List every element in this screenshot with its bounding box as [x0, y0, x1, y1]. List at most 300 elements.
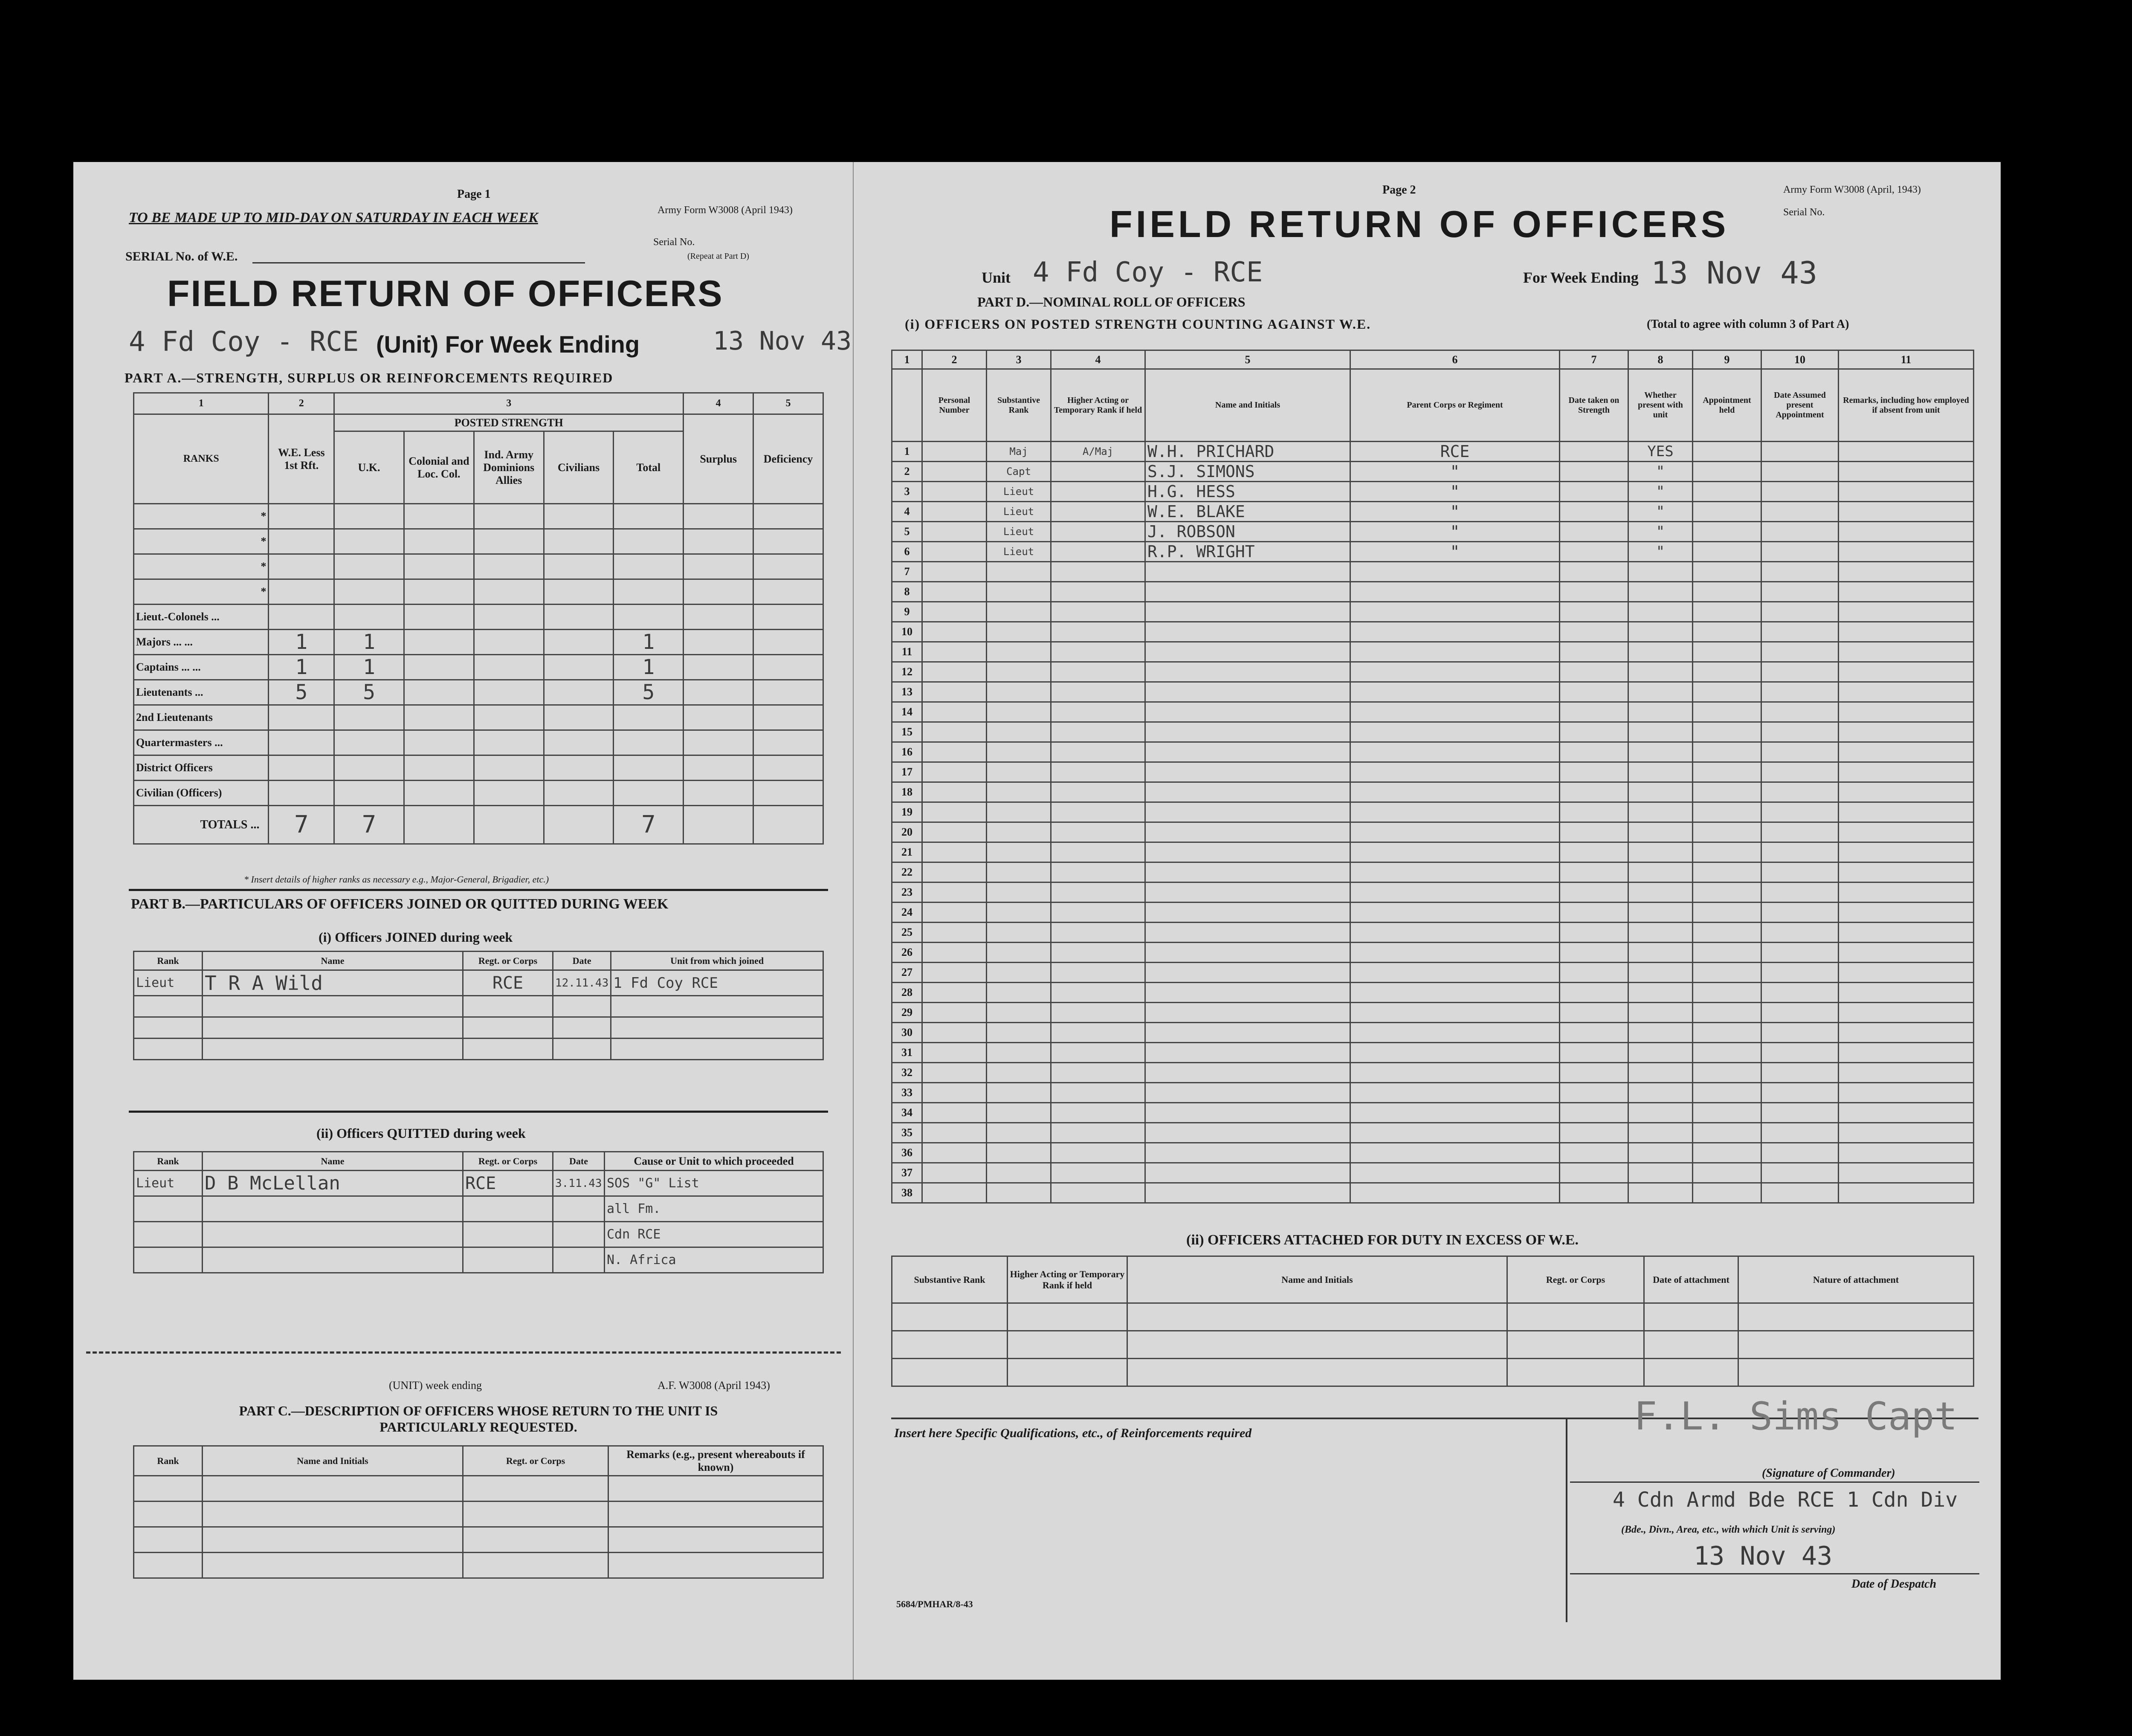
substantive-rank: [987, 1123, 1051, 1143]
attached-col-header: Nature of attachment: [1738, 1256, 1974, 1303]
officer-name: W.H. PRICHARD: [1145, 442, 1350, 462]
week-handwritten: 13 Nov 43: [1651, 255, 1818, 291]
table-row: [892, 662, 1974, 682]
officer-name: [1145, 943, 1350, 963]
rank-row: [134, 705, 823, 730]
table-row: [892, 782, 1974, 802]
parent-corps: [1350, 582, 1560, 602]
col-number: 11: [1839, 350, 1974, 369]
row-number: 9: [892, 602, 922, 622]
totals-total: 7: [614, 806, 684, 844]
higher-rank: [1051, 642, 1145, 662]
table-row: [892, 923, 1974, 943]
col-number: 10: [1761, 350, 1839, 369]
substantive-rank: [987, 562, 1051, 582]
formation-label: (Bde., Divn., Area, etc., with which Unit is serving): [1621, 1524, 1836, 1535]
substantive-rank: [987, 862, 1051, 882]
joined-name: T R A Wild: [203, 970, 463, 996]
present-with-unit: [1628, 662, 1693, 682]
parent-corps: [1350, 822, 1560, 842]
rank-row: [134, 554, 823, 579]
form-number: Army Form W3008 (April, 1943): [1783, 184, 1921, 195]
higher-rank: [1051, 1183, 1145, 1203]
rank-label: 2nd Lieutenants: [134, 705, 269, 730]
row-number: 6: [892, 542, 922, 562]
rank-we: [269, 504, 334, 529]
row-number: 17: [892, 762, 922, 782]
col-number: 5: [1145, 350, 1350, 369]
higher-rank: [1051, 822, 1145, 842]
part-c-table: [133, 1445, 824, 1579]
officer-name: [1145, 1123, 1350, 1143]
table-row: [134, 1222, 823, 1247]
substantive-rank: [987, 1063, 1051, 1083]
part-c-name-header: Name and Initials: [203, 1446, 463, 1476]
present-with-unit: [1628, 1003, 1693, 1023]
section-i-title: (i) OFFICERS ON POSTED STRENGTH COUNTING AGAINST W.E.: [905, 316, 1371, 332]
joined-corps: RCE: [463, 970, 553, 996]
row-number: 7: [892, 562, 922, 582]
joined-unit-header: Unit from which joined: [611, 952, 823, 970]
officer-name: [1145, 1163, 1350, 1183]
officer-name: [1145, 602, 1350, 622]
page-number: Page 1: [457, 188, 491, 201]
officer-name: [1145, 1183, 1350, 1203]
attached-col-header: Name and Initials: [1127, 1256, 1507, 1303]
rank-label: Quartermasters ...: [134, 730, 269, 755]
rank-we: 1: [269, 630, 334, 655]
substantive-rank: [987, 1043, 1051, 1063]
substantive-rank: [987, 722, 1051, 742]
parent-corps: [1350, 862, 1560, 882]
present-with-unit: [1628, 923, 1693, 943]
parent-corps: [1350, 1143, 1560, 1163]
rank-row: [134, 680, 823, 705]
substantive-rank: [987, 1083, 1051, 1103]
roll-col-header: Personal Number: [922, 369, 987, 442]
parent-corps: [1350, 923, 1560, 943]
col-number: 4: [684, 393, 753, 414]
rank-row: [134, 730, 823, 755]
parent-corps: [1350, 1083, 1560, 1103]
row-number: 14: [892, 702, 922, 722]
row-number: 29: [892, 1003, 922, 1023]
page-number: Page 2: [1382, 183, 1416, 197]
parent-corps: ": [1350, 482, 1560, 502]
table-row: [892, 822, 1974, 842]
substantive-rank: [987, 1003, 1051, 1023]
we-header: W.E. Less 1st Rft.: [269, 414, 334, 504]
quitted-cause: Cdn RCE: [605, 1222, 823, 1247]
parent-corps: [1350, 742, 1560, 762]
higher-rank: [1051, 562, 1145, 582]
parent-corps: [1350, 762, 1560, 782]
rank-row: [134, 655, 823, 680]
officer-name: [1145, 762, 1350, 782]
table-row: [892, 442, 1974, 462]
quitted-rank: [134, 1247, 203, 1273]
quitted-name: [203, 1222, 463, 1247]
table-row: [134, 970, 823, 996]
instruction: TO BE MADE UP TO MID-DAY ON SATURDAY IN EACH WEEK: [129, 210, 538, 226]
substantive-rank: [987, 983, 1051, 1003]
table-row: [892, 682, 1974, 702]
quitted-cause: all Fm.: [605, 1196, 823, 1222]
quitted-rank-header: Rank: [134, 1152, 203, 1171]
officer-name: [1145, 882, 1350, 903]
higher-rank: [1051, 963, 1145, 983]
row-number: 31: [892, 1043, 922, 1063]
rank-total: 1: [614, 630, 684, 655]
rank-we: [269, 781, 334, 806]
officer-name: [1145, 963, 1350, 983]
row-number: 28: [892, 983, 922, 1003]
rank-we: [269, 605, 334, 630]
present-with-unit: ": [1628, 522, 1693, 542]
parent-corps: ": [1350, 542, 1560, 562]
table-row: [892, 1123, 1974, 1143]
parent-corps: [1350, 963, 1560, 983]
officer-name: [1145, 903, 1350, 923]
present-with-unit: [1628, 943, 1693, 963]
substantive-rank: [987, 1183, 1051, 1203]
rank-uk: 1: [334, 630, 404, 655]
present-with-unit: [1628, 903, 1693, 923]
joined-date: 12.11.43: [553, 970, 611, 996]
signature-handwritten: F.L. Sims Capt: [1634, 1394, 1958, 1439]
joined-rank: Lieut: [134, 970, 203, 996]
parent-corps: [1350, 622, 1560, 642]
total-header: Total: [614, 431, 684, 504]
higher-rank: [1051, 582, 1145, 602]
row-number: 8: [892, 582, 922, 602]
higher-rank: [1051, 1083, 1145, 1103]
rank-label: Civilian (Officers): [134, 781, 269, 806]
rank-label: *: [134, 529, 269, 554]
posted-strength-header: POSTED STRENGTH: [334, 414, 684, 431]
attached-table: [891, 1256, 1974, 1387]
rank-label: *: [134, 554, 269, 579]
row-number: 5: [892, 522, 922, 542]
table-row: [892, 462, 1974, 482]
present-with-unit: [1628, 582, 1693, 602]
parent-corps: [1350, 903, 1560, 923]
week-handwritten: 13 Nov 43: [713, 326, 852, 356]
present-with-unit: [1628, 782, 1693, 802]
table-row: [892, 1043, 1974, 1063]
higher-rank: [1051, 722, 1145, 742]
row-number: 21: [892, 842, 922, 862]
table-row: [892, 1083, 1974, 1103]
present-with-unit: [1628, 602, 1693, 622]
officer-name: [1145, 622, 1350, 642]
table-row: [892, 903, 1974, 923]
col-number: 1: [134, 393, 269, 414]
parent-corps: RCE: [1350, 442, 1560, 462]
rank-uk: [334, 579, 404, 605]
present-with-unit: [1628, 822, 1693, 842]
col-number: 3: [334, 393, 684, 414]
roll-col-header: [892, 369, 922, 442]
part-a-table: [133, 392, 824, 845]
col-number: 2: [269, 393, 334, 414]
officer-name: [1145, 562, 1350, 582]
quitted-cause: SOS "G" List: [605, 1171, 823, 1196]
officer-name: [1145, 862, 1350, 882]
page-1: [73, 162, 854, 1680]
higher-rank: [1051, 1043, 1145, 1063]
present-with-unit: ": [1628, 462, 1693, 482]
parent-corps: [1350, 1103, 1560, 1123]
row-number: 15: [892, 722, 922, 742]
rank-we: [269, 529, 334, 554]
attached-col-header: Regt. or Corps: [1507, 1256, 1644, 1303]
table-row: [892, 482, 1974, 502]
officer-name: [1145, 642, 1350, 662]
higher-rank: [1051, 522, 1145, 542]
part-c-remarks-header: Remarks (e.g., present whereabouts if known): [608, 1446, 823, 1476]
officer-name: R.P. WRIGHT: [1145, 542, 1350, 562]
officer-name: [1145, 682, 1350, 702]
part-c-unit-label: (UNIT) week ending: [389, 1379, 482, 1392]
present-with-unit: [1628, 722, 1693, 742]
part-a-title: PART A.—STRENGTH, SURPLUS OR REINFORCEMENTS REQUIRED: [125, 370, 614, 385]
higher-rank: [1051, 923, 1145, 943]
officer-name: [1145, 822, 1350, 842]
substantive-rank: [987, 702, 1051, 722]
page-title: FIELD RETURN OF OFFICERS: [167, 273, 724, 314]
present-with-unit: [1628, 842, 1693, 862]
substantive-rank: [987, 943, 1051, 963]
substantive-rank: [987, 742, 1051, 762]
substantive-rank: Lieut: [987, 542, 1051, 562]
qualifications-label: Insert here Specific Qualifications, etc., of Reinforcements required: [894, 1426, 1252, 1440]
table-row: [134, 1247, 823, 1273]
row-number: 13: [892, 682, 922, 702]
col-number: 5: [753, 393, 823, 414]
substantive-rank: [987, 842, 1051, 862]
page-2: [854, 162, 2001, 1680]
parent-corps: [1350, 1163, 1560, 1183]
substantive-rank: [987, 822, 1051, 842]
part-c-form: A.F. W3008 (April 1943): [658, 1379, 770, 1392]
present-with-unit: YES: [1628, 442, 1693, 462]
quitted-name-header: Name: [203, 1152, 463, 1171]
parent-corps: [1350, 943, 1560, 963]
higher-rank: [1051, 542, 1145, 562]
parent-corps: [1350, 602, 1560, 622]
joined-title: (i) Officers JOINED during week: [319, 929, 513, 945]
quitted-name: D B McLellan: [203, 1171, 463, 1196]
present-with-unit: [1628, 983, 1693, 1003]
quitted-date: [553, 1222, 605, 1247]
table-row: [892, 1103, 1974, 1123]
page-title: FIELD RETURN OF OFFICERS: [1109, 203, 1729, 245]
table-row: [892, 1063, 1974, 1083]
row-number: 35: [892, 1123, 922, 1143]
higher-rank: [1051, 1163, 1145, 1183]
rank-row: [134, 605, 823, 630]
substantive-rank: [987, 1143, 1051, 1163]
totals-uk: 7: [334, 806, 404, 844]
officer-name: H.G. HESS: [1145, 482, 1350, 502]
roll-col-header: Substantive Rank: [987, 369, 1051, 442]
quitted-corps: [463, 1247, 553, 1273]
roll-col-header: Name and Initials: [1145, 369, 1350, 442]
higher-rank: [1051, 903, 1145, 923]
quitted-date: [553, 1196, 605, 1222]
section-ii-title: (ii) OFFICERS ATTACHED FOR DUTY IN EXCESS OF W.E.: [1186, 1232, 1579, 1248]
present-with-unit: [1628, 742, 1693, 762]
roll-col-header: Higher Acting or Temporary Rank if held: [1051, 369, 1145, 442]
roll-col-header: Parent Corps or Regiment: [1350, 369, 1560, 442]
part-c-corps-header: Regt. or Corps: [463, 1446, 608, 1476]
officer-name: [1145, 1103, 1350, 1123]
table-row: [892, 842, 1974, 862]
substantive-rank: [987, 1103, 1051, 1123]
rank-we: [269, 705, 334, 730]
row-number: 2: [892, 462, 922, 482]
table-row: [134, 1171, 823, 1196]
parent-corps: [1350, 702, 1560, 722]
present-with-unit: ": [1628, 542, 1693, 562]
table-row: [892, 542, 1974, 562]
row-number: 24: [892, 903, 922, 923]
officer-name: [1145, 662, 1350, 682]
officer-name: [1145, 702, 1350, 722]
rank-uk: [334, 529, 404, 554]
parent-corps: [1350, 1003, 1560, 1023]
parent-corps: [1350, 1183, 1560, 1203]
quitted-cause: N. Africa: [605, 1247, 823, 1273]
parent-corps: ": [1350, 462, 1560, 482]
row-number: 20: [892, 822, 922, 842]
quitted-corps: [463, 1222, 553, 1247]
substantive-rank: [987, 1023, 1051, 1043]
rank-label: Captains ... ...: [134, 655, 269, 680]
rank-total: [614, 529, 684, 554]
present-with-unit: [1628, 1043, 1693, 1063]
table-row: [892, 862, 1974, 882]
substantive-rank: Lieut: [987, 502, 1051, 522]
attached-col-header: Date of attachment: [1644, 1256, 1738, 1303]
officer-name: [1145, 1043, 1350, 1063]
attached-col-header: Substantive Rank: [892, 1256, 1008, 1303]
higher-rank: [1051, 682, 1145, 702]
substantive-rank: [987, 963, 1051, 983]
parent-corps: [1350, 882, 1560, 903]
table-row: [892, 1183, 1974, 1203]
higher-rank: [1051, 842, 1145, 862]
totals-label: TOTALS ...: [134, 806, 269, 844]
higher-rank: [1051, 462, 1145, 482]
substantive-rank: [987, 602, 1051, 622]
roll-col-header: Date Assumed present Appointment: [1761, 369, 1839, 442]
table-row: [892, 522, 1974, 542]
officer-name: [1145, 1063, 1350, 1083]
table-row: [892, 502, 1974, 522]
roll-col-header: Remarks, including how employed if absent from unit: [1839, 369, 1974, 442]
substantive-rank: Lieut: [987, 482, 1051, 502]
rank-we: [269, 755, 334, 781]
rank-total: [614, 730, 684, 755]
officer-name: [1145, 582, 1350, 602]
quitted-rank: Lieut: [134, 1171, 203, 1196]
substantive-rank: Capt: [987, 462, 1051, 482]
joined-table: [133, 951, 824, 1060]
substantive-rank: [987, 682, 1051, 702]
higher-rank: [1051, 1003, 1145, 1023]
present-with-unit: [1628, 642, 1693, 662]
present-with-unit: [1628, 622, 1693, 642]
present-with-unit: [1628, 802, 1693, 822]
unit-handwritten: 4 Fd Coy - RCE: [1033, 257, 1263, 288]
row-number: 1: [892, 442, 922, 462]
substantive-rank: [987, 882, 1051, 903]
rank-we: [269, 579, 334, 605]
table-row: [892, 1143, 1974, 1163]
roll-col-header: Date taken on Strength: [1560, 369, 1628, 442]
rank-total: [614, 755, 684, 781]
serial-we-label: SERIAL No. of W.E.: [125, 249, 238, 263]
row-number: 10: [892, 622, 922, 642]
rank-row: [134, 755, 823, 781]
row-number: 33: [892, 1083, 922, 1103]
officer-name: [1145, 722, 1350, 742]
present-with-unit: [1628, 1103, 1693, 1123]
part-c-title: PART C.—DESCRIPTION OF OFFICERS WHOSE RETURN TO THE UNIT IS PARTICULARLY REQUESTED.: [239, 1403, 718, 1435]
parent-corps: [1350, 1123, 1560, 1143]
row-number: 30: [892, 1023, 922, 1043]
present-with-unit: [1628, 882, 1693, 903]
officer-name: [1145, 782, 1350, 802]
parent-corps: [1350, 1043, 1560, 1063]
roll-col-header: Appointment held: [1693, 369, 1761, 442]
form-number: Army Form W3008 (April 1943): [658, 205, 793, 216]
joined-rank-header: Rank: [134, 952, 203, 970]
row-number: 22: [892, 862, 922, 882]
week-label: For Week Ending: [1523, 269, 1639, 286]
present-with-unit: [1628, 682, 1693, 702]
substantive-rank: [987, 802, 1051, 822]
officer-name: [1145, 983, 1350, 1003]
part-b-title: PART B.—PARTICULARS OF OFFICERS JOINED OR QUITTED DURING WEEK: [131, 896, 669, 912]
quitted-table: [133, 1151, 824, 1273]
table-row: [892, 582, 1974, 602]
higher-rank: [1051, 502, 1145, 522]
present-with-unit: [1628, 1183, 1693, 1203]
totals-we: 7: [269, 806, 334, 844]
serial-no-label: Serial No.: [1783, 207, 1825, 218]
higher-rank: A/Maj: [1051, 442, 1145, 462]
substantive-rank: [987, 642, 1051, 662]
section-i-note: (Total to agree with column 3 of Part A): [1647, 318, 1849, 331]
higher-rank: [1051, 1123, 1145, 1143]
footnote: * Insert details of higher ranks as necessary e.g., Major-General, Brigadier, etc.): [244, 874, 549, 885]
rank-uk: [334, 605, 404, 630]
present-with-unit: ": [1628, 502, 1693, 522]
table-row: [892, 1003, 1974, 1023]
officer-name: [1145, 742, 1350, 762]
substantive-rank: [987, 923, 1051, 943]
rank-uk: 5: [334, 680, 404, 705]
higher-rank: [1051, 882, 1145, 903]
joined-unit: 1 Fd Coy RCE: [611, 970, 823, 996]
officer-name: [1145, 1023, 1350, 1043]
present-with-unit: [1628, 762, 1693, 782]
higher-rank: [1051, 622, 1145, 642]
unit-week-label: (Unit) For Week Ending: [376, 331, 640, 358]
